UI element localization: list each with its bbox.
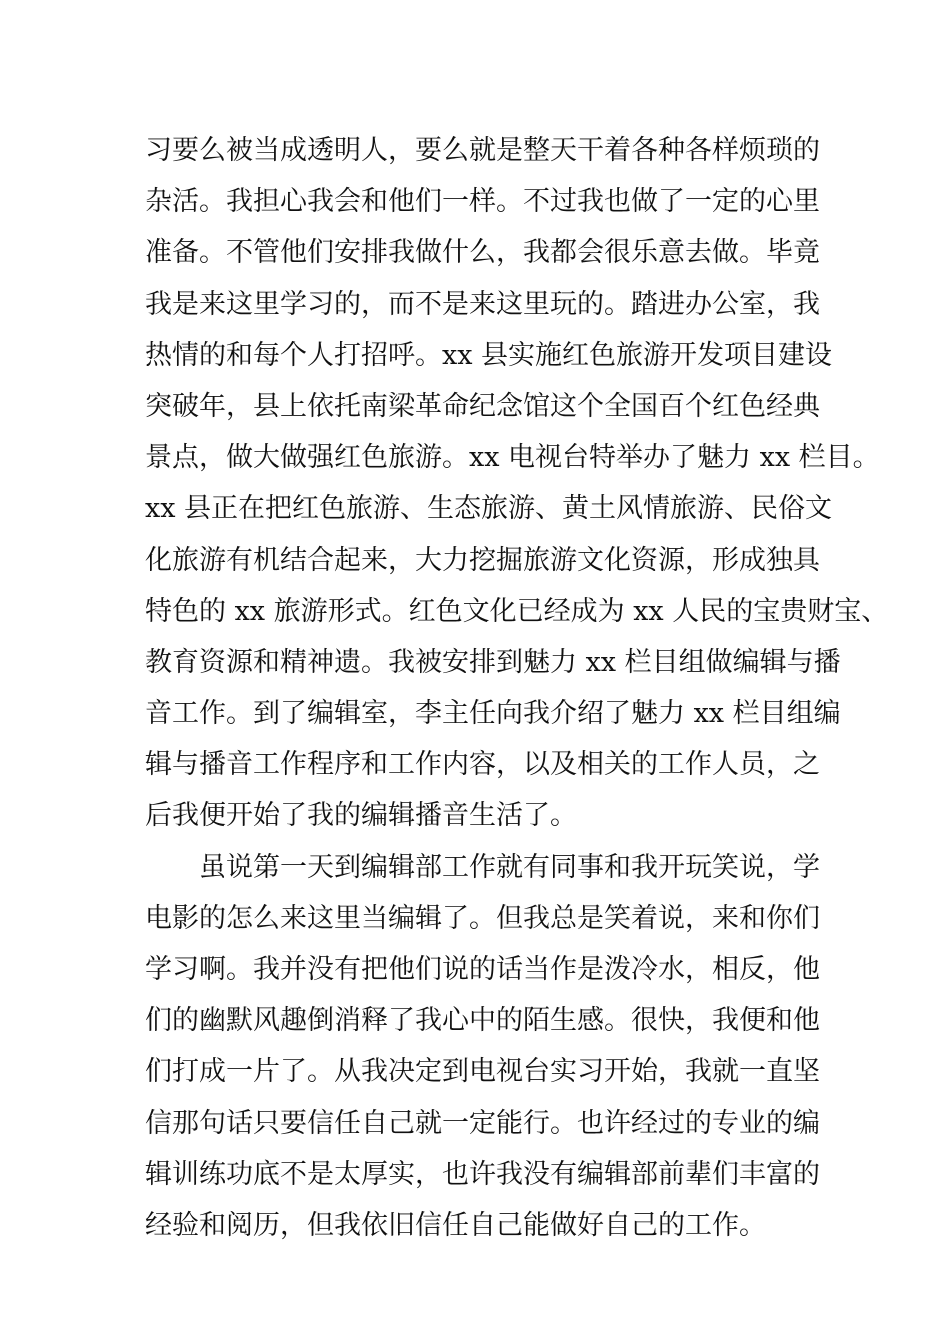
paragraph-1 bbox=[145, 125, 889, 842]
text-line: xx 县正在把红色旅游、生态旅游、黄土风情旅游、民俗文 bbox=[145, 493, 833, 525]
text-line: 特色的 xx 旅游形式。红色文化已经成为 xx 人民的宝贵财宝、 bbox=[145, 595, 889, 627]
text-line: 教育资源和精神遗。我被安排到魅力 xx 栏目组做编辑与播 bbox=[145, 646, 841, 678]
text-line: 们打成一片了。从我决定到电视台实习开始，我就一直坚 bbox=[145, 1056, 820, 1088]
text-line: 学习啊。我并没有把他们说的话当作是泼冷水，相反，他 bbox=[145, 954, 820, 985]
text-line: 辑与播音工作程序和工作内容，以及相关的工作人员，之 bbox=[145, 749, 820, 781]
text-line: 杂活。我担心我会和他们一样。不过我也做了一定的心里 bbox=[145, 186, 820, 218]
text-line: 音工作。到了编辑室，李主任向我介绍了魅力 xx 栏目组编 bbox=[145, 698, 841, 730]
text-line: 习要么被当成透明人，要么就是整天干着各种各样烦琐的 bbox=[145, 135, 820, 166]
text-line: 我是来这里学习的，而不是来这里玩的。踏进办公室，我 bbox=[145, 288, 820, 320]
text-line: 电影的怎么来这里当编辑了。但我总是笑着说，来和你们 bbox=[145, 902, 820, 934]
text-line: 们的幽默风趣倒消释了我心中的陌生感。很快，我便和他 bbox=[145, 1005, 820, 1037]
text-line: 景点，做大做强红色旅游。xx 电视台特举办了魅力 xx 栏目。 bbox=[145, 442, 880, 474]
text-line: 经验和阅历，但我依旧信任自己能做好自己的工作。 bbox=[145, 1209, 766, 1241]
text-line: 虽说第一天到编辑部工作就有同事和我开玩笑说，学 bbox=[199, 851, 820, 883]
paragraph-2 bbox=[145, 842, 825, 1252]
text-line: 辑训练功底不是太厚实，也许我没有编辑部前辈们丰富的 bbox=[145, 1158, 820, 1190]
text-line: 后我便开始了我的编辑播音生活了。 bbox=[145, 800, 577, 832]
text-line: 化旅游有机结合起来，大力挖掘旅游文化资源，形成独具 bbox=[145, 544, 820, 576]
text-line: 信那句话只要信任自己就一定能行。也许经过的专业的编 bbox=[145, 1107, 820, 1139]
document-body bbox=[145, 125, 889, 1251]
text-line: 热情的和每个人打招呼。xx 县实施红色旅游开发项目建设 bbox=[145, 339, 833, 371]
text-line: 准备。不管他们安排我做什么，我都会很乐意去做。毕竟 bbox=[145, 237, 820, 269]
text-line: 突破年，县上依托南梁革命纪念馆这个全国百个红色经典 bbox=[145, 390, 820, 422]
